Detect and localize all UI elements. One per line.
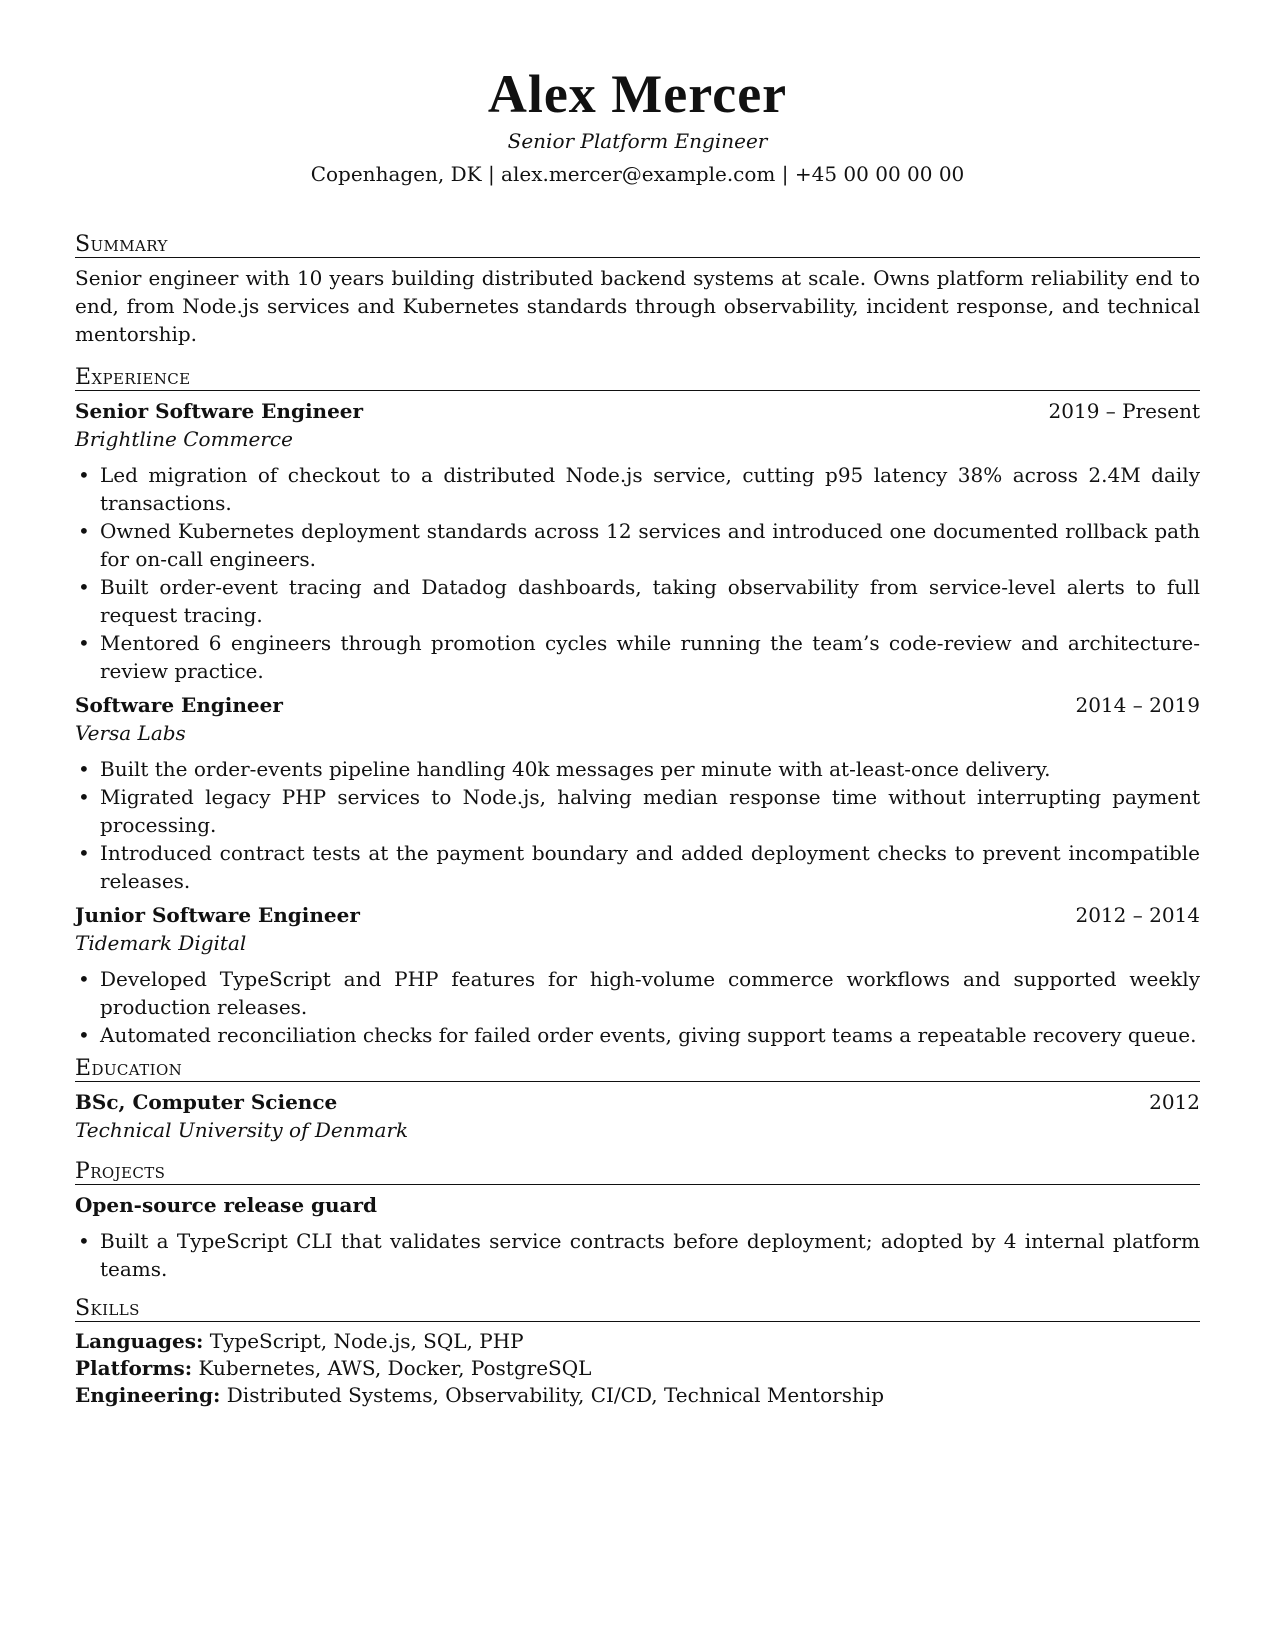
job-bullet <box>75 839 1200 895</box>
job-bullet-text: Owned Kubernetes deployment standards across 12 services and introduced one documented rollback path for on-call engineers. <box>100 519 1200 571</box>
education-year: 2012 <box>1149 1090 1200 1114</box>
projects-section <box>75 1160 1200 1283</box>
job-bullet <box>75 573 1200 629</box>
job-entry <box>75 397 1200 685</box>
education-header <box>75 1088 1200 1116</box>
job-bullet <box>75 965 1200 1021</box>
job-bullet <box>75 517 1200 573</box>
skill-value: Kubernetes, AWS, Docker, PostgreSQL <box>198 1356 592 1380</box>
job-bullet-text: Automated reconciliation checks for failed order events, giving support teams a repeatable recovery queue. <box>100 1023 1197 1047</box>
job-bullet <box>75 629 1200 685</box>
education-section <box>75 1057 1200 1144</box>
job-header <box>75 691 1200 719</box>
job-entry <box>75 901 1200 1049</box>
candidate-name: Alex Mercer <box>487 64 788 124</box>
bullet-icon: • <box>78 1229 90 1253</box>
skills-section <box>75 1297 1200 1409</box>
job-title: Software Engineer <box>75 693 283 717</box>
education-degree: BSc, Computer Science <box>75 1090 338 1114</box>
job-header <box>75 901 1200 929</box>
job-bullet-text: Built order-event tracing and Datadog dashboards, taking observability from service-level alerts to full request tracing. <box>100 575 1200 627</box>
education-heading: Education <box>75 1057 1200 1082</box>
skill-line-languages <box>75 1328 1200 1355</box>
project-header <box>75 1191 1200 1219</box>
bullet-icon: • <box>78 575 90 599</box>
job-dates: 2012 – 2014 <box>1075 903 1200 927</box>
experience-section <box>75 366 1200 1049</box>
skill-line-platforms <box>75 1355 1200 1382</box>
job-bullet-text: Developed TypeScript and PHP features for high-volume commerce workflows and supported weekly production releases. <box>100 967 1200 1019</box>
skill-label: Platforms: <box>75 1356 193 1380</box>
candidate-title: Senior Platform Engineer <box>507 129 768 153</box>
project-title: Open-source release guard <box>75 1193 378 1217</box>
bullet-icon: • <box>78 1023 90 1047</box>
job-company: Brightline Commerce <box>75 427 293 451</box>
skill-value: TypeScript, Node.js, SQL, PHP <box>209 1329 524 1353</box>
job-bullet <box>75 461 1200 517</box>
summary-heading: Summary <box>75 233 1200 258</box>
job-bullet-list <box>75 461 1200 685</box>
project-bullet <box>75 1227 1200 1283</box>
bullet-icon: • <box>78 463 90 487</box>
bullet-icon: • <box>78 757 90 781</box>
projects-heading: Projects <box>75 1160 1200 1185</box>
summary-text: Senior engineer with 10 years building distributed backend systems at scale. Owns platform reliability end to end, from Node.js services and Kubernetes standards through observability, incident response, and technical mentorship. <box>75 266 1200 346</box>
summary-section <box>75 233 1200 348</box>
job-bullet-text: Mentored 6 engineers through promotion cycles while running the team’s code-review and architecture-review practice. <box>100 631 1200 683</box>
education-school: Technical University of Denmark <box>75 1118 409 1142</box>
resume-page <box>75 0 1200 1409</box>
job-bullet <box>75 755 1200 783</box>
bullet-icon: • <box>78 841 90 865</box>
job-dates: 2014 – 2019 <box>1075 693 1200 717</box>
job-title: Senior Software Engineer <box>75 399 364 423</box>
job-company: Tidemark Digital <box>75 931 247 955</box>
resume-header <box>75 64 1200 187</box>
job-bullet-list <box>75 965 1200 1049</box>
job-header <box>75 397 1200 425</box>
contact-line: Copenhagen, DK | alex.mercer@example.com | +45 00 00 00 00 <box>310 162 965 186</box>
job-bullet <box>75 1021 1200 1049</box>
bullet-icon: • <box>78 519 90 543</box>
job-dates: 2019 – Present <box>1048 399 1200 423</box>
project-bullet-text: Built a TypeScript CLI that validates service contracts before deployment; adopted by 4 internal platform teams. <box>100 1229 1200 1281</box>
job-company: Versa Labs <box>75 721 186 745</box>
job-bullet-text: Migrated legacy PHP services to Node.js, halving median response time without interrupting payment processing. <box>100 785 1200 837</box>
skills-heading: Skills <box>75 1297 1200 1322</box>
job-bullet-list <box>75 755 1200 895</box>
job-bullet-text: Introduced contract tests at the payment boundary and added deployment checks to prevent incompatible releases. <box>100 841 1200 893</box>
bullet-icon: • <box>78 785 90 809</box>
skill-value: Distributed Systems, Observability, CI/CD, Technical Mentorship <box>226 1383 885 1407</box>
skill-label: Languages: <box>75 1329 204 1353</box>
project-bullet-list <box>75 1227 1200 1283</box>
bullet-icon: • <box>78 967 90 991</box>
job-entry <box>75 691 1200 895</box>
skill-line-engineering <box>75 1382 1200 1409</box>
skill-label: Engineering: <box>75 1383 221 1407</box>
job-bullet <box>75 783 1200 839</box>
job-bullet-text: Led migration of checkout to a distributed Node.js service, cutting p95 latency 38% across 2.4M daily transactions. <box>100 463 1200 515</box>
experience-heading: Experience <box>75 366 1200 391</box>
bullet-icon: • <box>78 631 90 655</box>
job-bullet-text: Built the order-events pipeline handling 40k messages per minute with at-least-once delivery. <box>100 757 1051 781</box>
job-title: Junior Software Engineer <box>75 903 360 927</box>
